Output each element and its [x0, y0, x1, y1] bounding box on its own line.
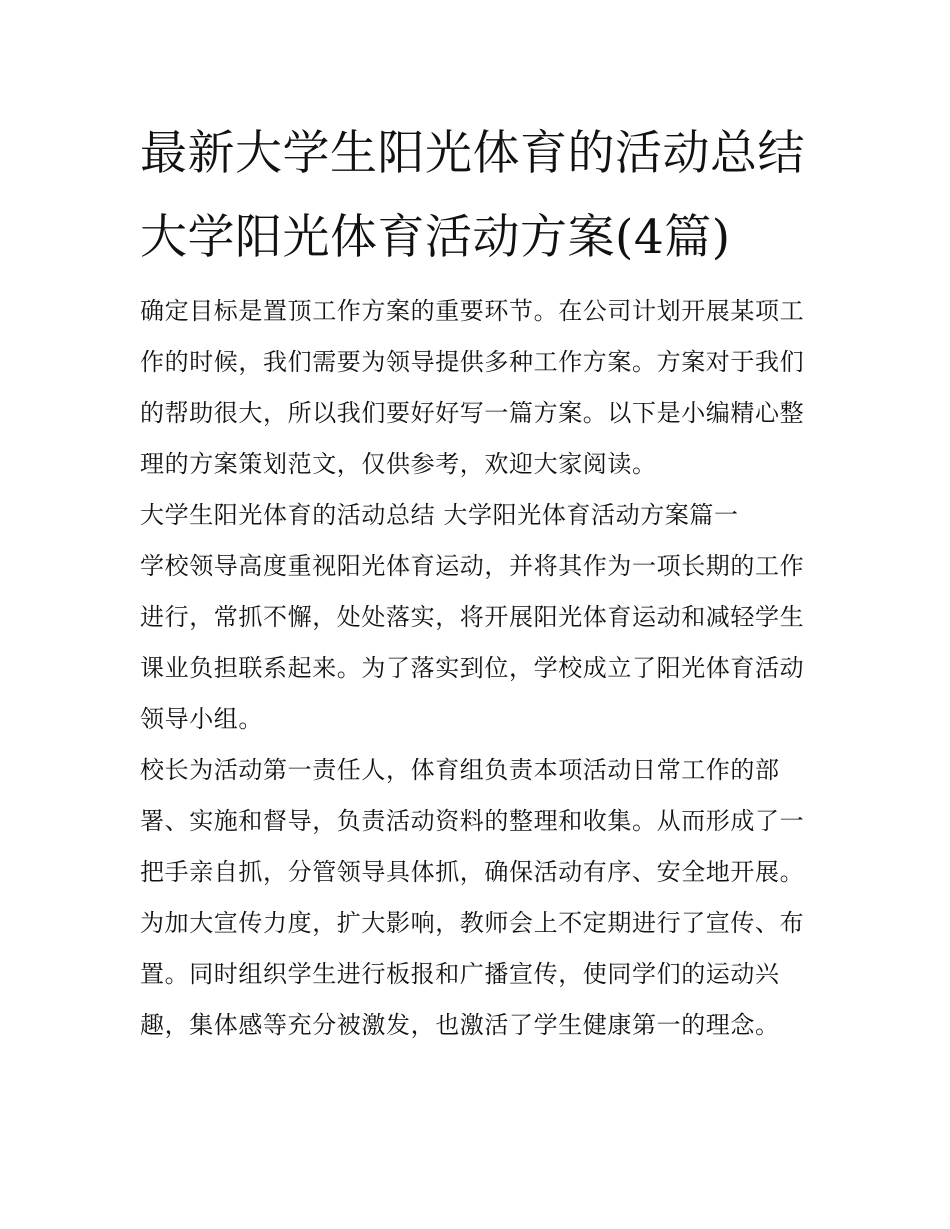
- body-paragraph-1: 学校领导高度重视阳光体育运动，并将其作为一项长期的工作进行，常抓不懈，处处落实，将开展阳光体育运动和减轻学生课业负担联系起来。为了落实到位，学校成立了阳光体育活动领导小组。: [140, 552, 805, 733]
- document-title: 最新大学生阳光体育的活动总结 大学阳光体育活动方案(4篇): [140, 126, 805, 265]
- section-heading: 大学生阳光体育的活动总结 大学阳光体育活动方案篇一: [140, 501, 739, 529]
- body-paragraph-2: 校长为活动第一责任人，体育组负责本项活动日常工作的部署、实施和督导，负责活动资料的整理和收集。从而形成了一把手亲自抓，分管领导具体抓，确保活动有序、安全地开展。为加大宣传力度，扩大影响，教师会上不定期进行了宣传、布置。同时组织学生进行板报和广播宣传，使同学们的运动兴趣，集体感等充分被激发，也激活了学生健康第一的理念。: [140, 756, 805, 1039]
- document-page: [140, 112, 820, 1051]
- intro-paragraph: 确定目标是置顶工作方案的重要环节。在公司计划开展某项工作的时候，我们需要为领导提供多种工作方案。方案对于我们的帮助很大，所以我们要好好写一篇方案。以下是小编精心整理的方案策划范文，仅供参考，欢迎大家阅读。: [140, 297, 805, 478]
